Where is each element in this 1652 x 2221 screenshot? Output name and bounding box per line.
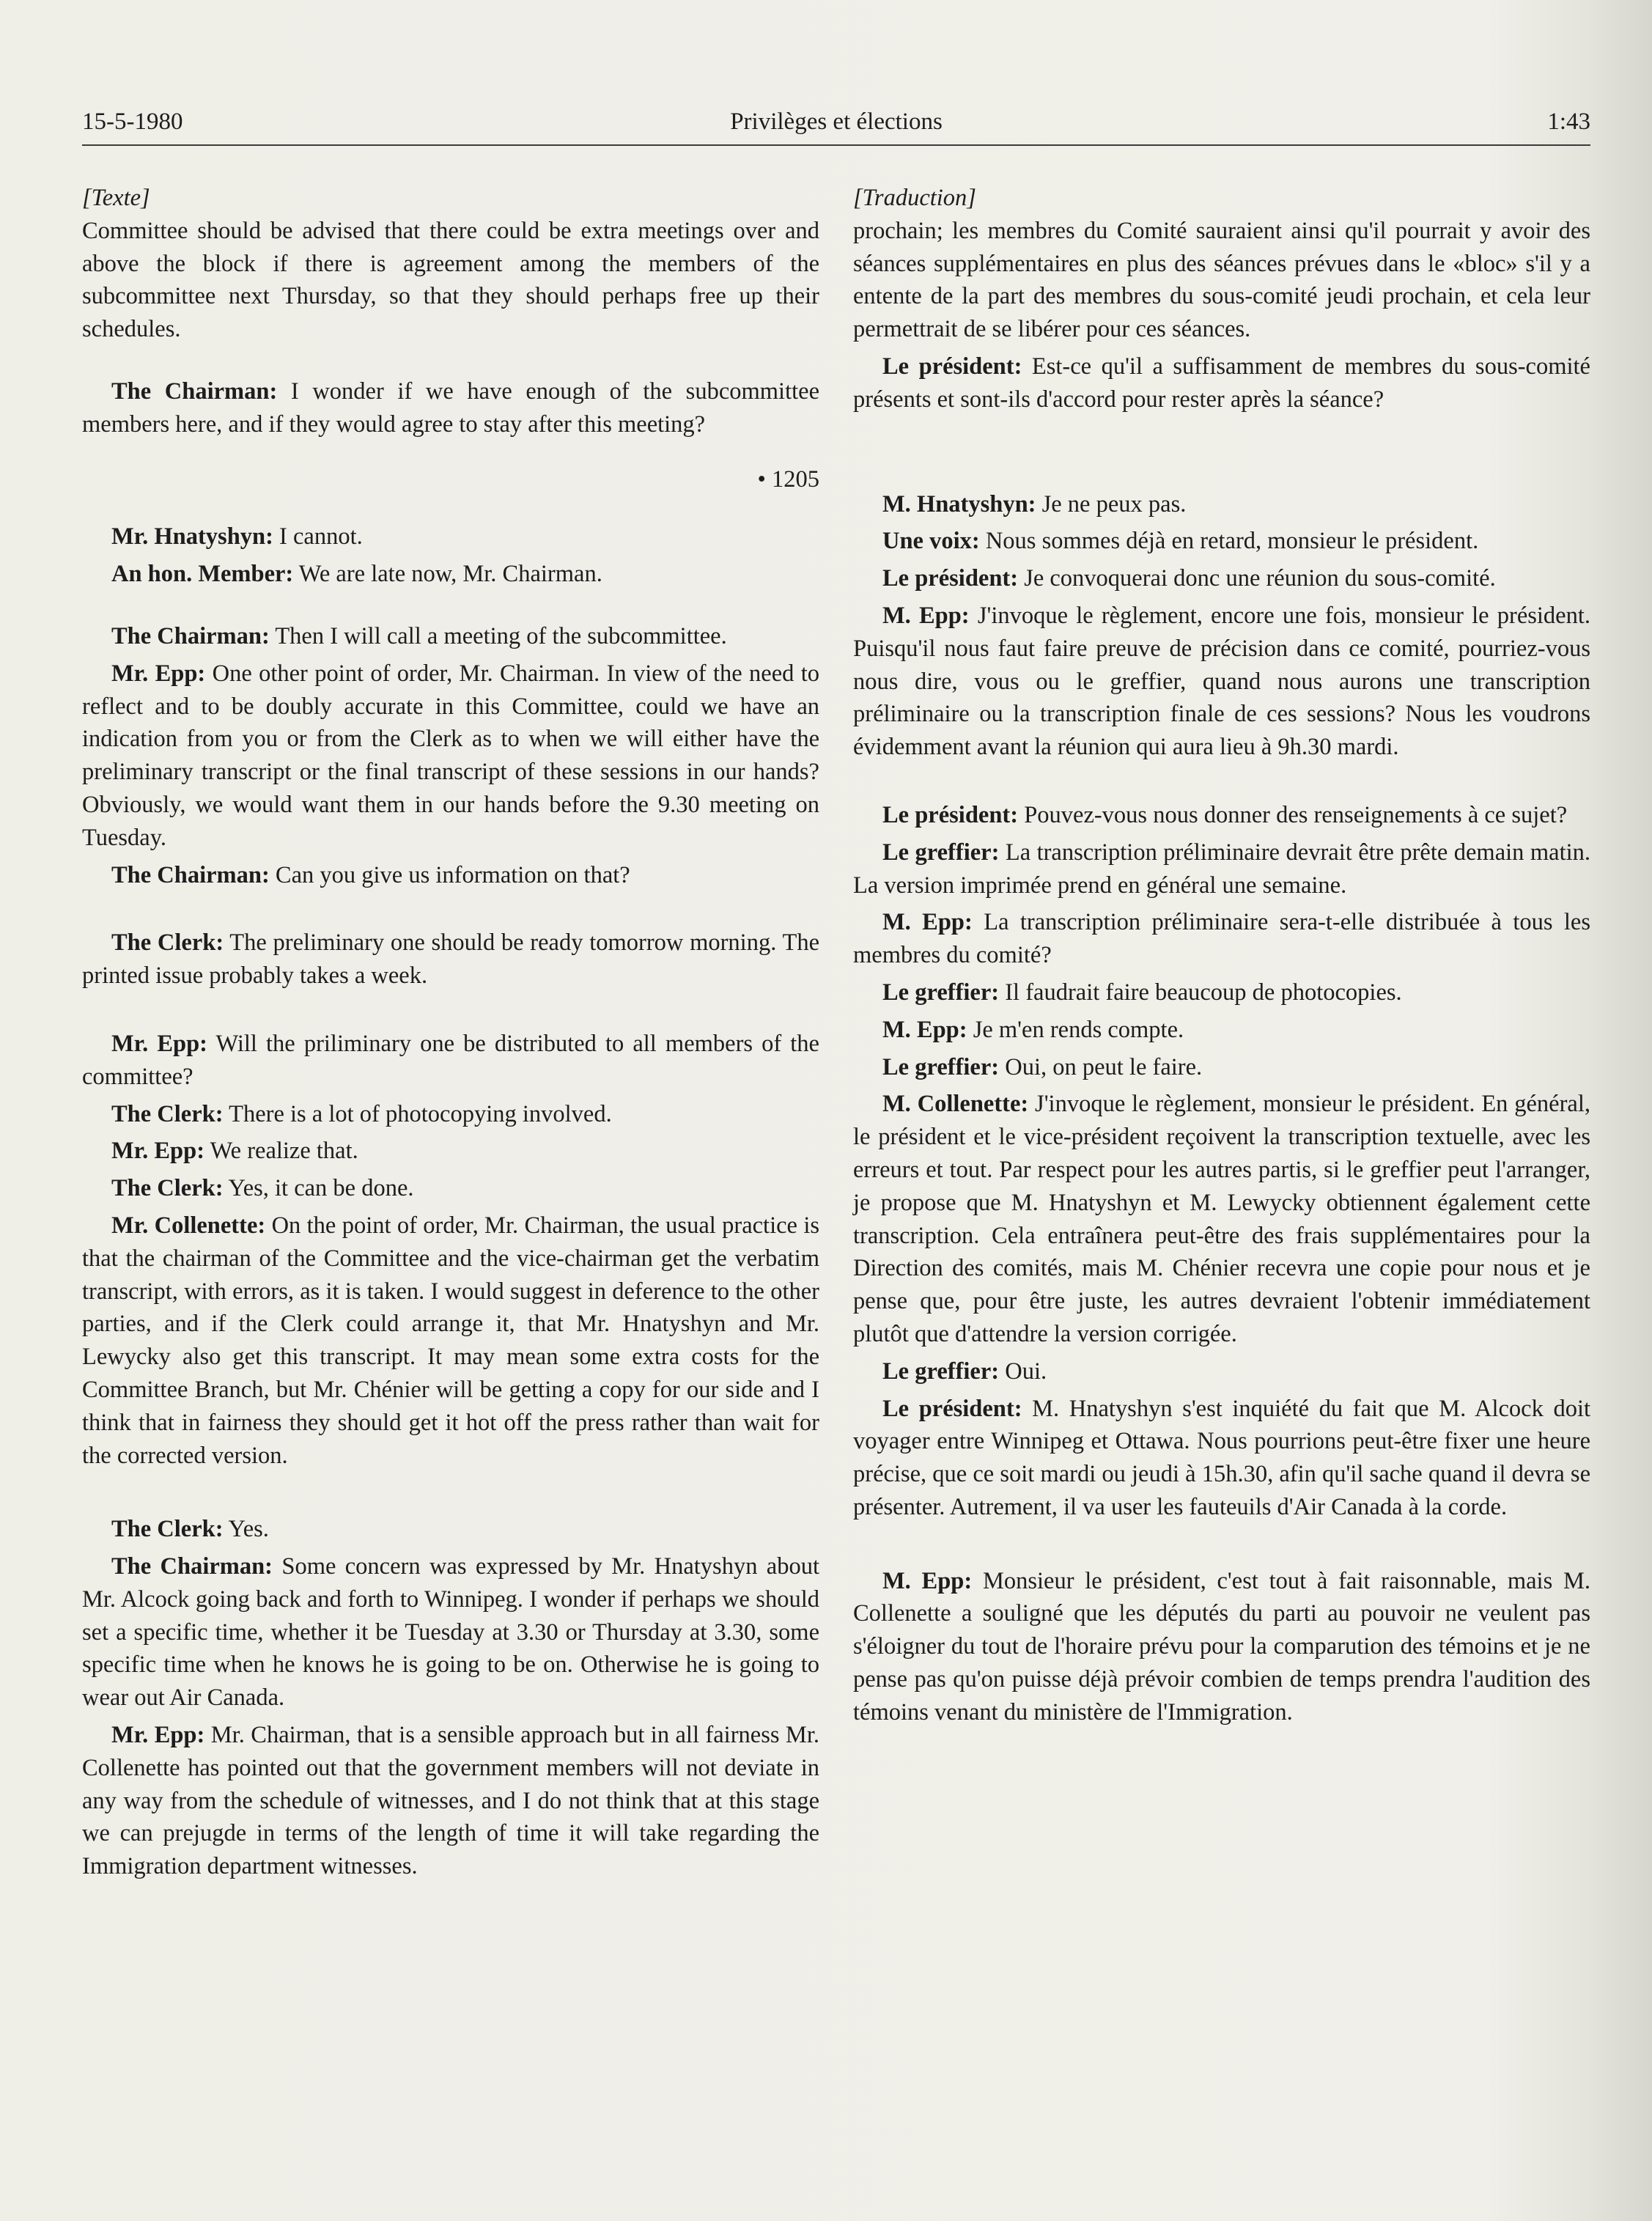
section-label-texte: [Texte] bbox=[82, 185, 150, 211]
paragraph bbox=[82, 1719, 819, 1883]
speaker-label: M. Epp: bbox=[882, 909, 973, 936]
paragraph bbox=[853, 215, 1590, 346]
paragraph bbox=[853, 525, 1590, 558]
header-page-number: 1:43 bbox=[1547, 108, 1590, 135]
paragraph bbox=[853, 600, 1590, 764]
paragraph bbox=[82, 927, 819, 992]
speaker-label: Mr. Epp: bbox=[111, 1030, 207, 1057]
speech-text: M. Hnatyshyn s'est inquiété du fait que M. Alcock doit voyager entre Winnipeg et Ottawa. Nous pourrions peut-être fixer une heure précise, que ce soit mardi ou jeudi à 15h.30, afin qu'il sache quand il devra se présenter. Autrement, il va user les fauteuils d'Air Canada à la corde. bbox=[853, 1395, 1591, 1520]
speech-text: Je m'en rends compte. bbox=[973, 1016, 1184, 1043]
speaker-label: The Chairman: bbox=[111, 622, 270, 649]
paragraph bbox=[853, 1088, 1590, 1350]
header-title: Privilèges et élections bbox=[730, 108, 943, 135]
paragraph bbox=[82, 1172, 819, 1205]
speaker-label: M. Epp: bbox=[882, 1567, 973, 1594]
paragraph bbox=[82, 215, 819, 346]
speaker-label: The Clerk: bbox=[111, 1175, 224, 1202]
french-column bbox=[853, 182, 1590, 1744]
paragraph bbox=[853, 799, 1590, 832]
speaker-label: Le greffier: bbox=[882, 1053, 1000, 1080]
paragraph bbox=[82, 1209, 819, 1472]
paragraph bbox=[82, 1513, 819, 1546]
page-header bbox=[82, 108, 1590, 145]
paragraph bbox=[853, 836, 1590, 902]
speaker-label: Mr. Epp: bbox=[111, 660, 206, 687]
speaker-label: Mr. Epp: bbox=[111, 1138, 205, 1165]
speech-text: Then I will call a meeting of the subcommittee. bbox=[275, 622, 727, 649]
paragraph bbox=[853, 1355, 1590, 1388]
paragraph bbox=[853, 562, 1590, 595]
speech-text: There is a lot of photocopying involved. bbox=[229, 1100, 612, 1127]
speech-text: Monsieur le président, c'est tout à fait raisonnable, mais M. Collenette a souligné que les députés du parti au pouvoir ne veulent pas s'éloigner du tout de l'horaire prévu pour la comparution des témoins et je ne pense pas qu'on puisse déjà prévoir combien de temps prendra l'audition des témoins venant du ministère de l'Immigration. bbox=[853, 1567, 1590, 1725]
paragraph bbox=[82, 1098, 819, 1131]
speaker-label: Mr. Collenette: bbox=[111, 1212, 266, 1239]
english-column bbox=[82, 182, 819, 1898]
paragraph bbox=[82, 1028, 819, 1094]
speech-text: The preliminary one should be ready tomorrow morning. The printed issue probably takes a week. bbox=[82, 929, 819, 990]
speaker-label: Le président: bbox=[882, 1395, 1022, 1422]
speech-text: On the point of order, Mr. Chairman, the usual practice is that the chairman of the Committee and the vice-chairman get the verbatim transcript, with errors, as it is taken. I would suggest in deference to the other parties, and if the Clerk could arrange it, that Mr. Hnatyshyn and Mr. Lewycky also get this transcript. It may mean some extra costs for the Committee Branch, but Mr. Chénier will be getting a copy for our side and I think that in fairness they should get it hot off the press rather than wait for the corrected version. bbox=[82, 1212, 819, 1469]
paragraph bbox=[82, 620, 819, 653]
paragraph bbox=[853, 1565, 1590, 1729]
speech-text: Est-ce qu'il a suffisamment de membres du sous-comité présents et sont-ils d'accord pour rester après la séance? bbox=[853, 353, 1590, 413]
paragraph bbox=[82, 558, 819, 591]
paragraph bbox=[82, 1135, 819, 1168]
speaker-label: Une voix: bbox=[882, 528, 980, 555]
speaker-label: The Clerk: bbox=[111, 1100, 224, 1127]
speech-text: Je ne peux pas. bbox=[1041, 490, 1187, 518]
speech-text: Will the priliminary one be distributed to all members of the committee? bbox=[82, 1030, 819, 1090]
speech-text: I wonder if we have enough of the subcommittee members here, and if they would agree to stay after this meeting? bbox=[82, 377, 819, 438]
header-rule bbox=[82, 144, 1590, 146]
speech-text: J'invoque le règlement, encore une fois, monsieur le président. Puisqu'il nous faut faire preuve de précision dans ce comité, pourriez-vous nous dire, vous ou le greffier, quand nous aurons une transcription préliminaire ou la transcription finale de ces sessions? Nous les voudrons évidemment avant la réunion qui aura lieu à 9h.30 mardi. bbox=[853, 602, 1590, 761]
speaker-label: M. Epp: bbox=[882, 602, 970, 629]
paragraph bbox=[853, 350, 1590, 416]
paragraph bbox=[853, 1014, 1590, 1047]
paragraph bbox=[853, 488, 1590, 521]
speech-text: La transcription préliminaire devrait être prête demain matin. La version imprimée prend en général une semaine. bbox=[853, 839, 1591, 899]
speech-text: Can you give us information on that? bbox=[275, 861, 630, 888]
speech-text: We realize that. bbox=[210, 1138, 358, 1165]
speech-text: One other point of order, Mr. Chairman. In view of the need to reflect and to be doubly accurate in this Committee, could we have an indication from you or from the Clerk as to when we will either have the preliminary transcript or the final transcript of these sessions in our hands? Obviously, we would want them in our hands before the 9.30 meeting on Tuesday. bbox=[82, 660, 819, 851]
speech-text: Il faudrait faire beaucoup de photocopies. bbox=[1005, 979, 1402, 1006]
time-marker: • 1205 bbox=[757, 465, 819, 493]
paragraph bbox=[853, 1051, 1590, 1084]
speaker-label: Mr. Epp: bbox=[111, 1722, 205, 1749]
speaker-label: The Chairman: bbox=[111, 377, 278, 405]
speech-text: prochain; les membres du Comité sauraient ainsi qu'il pourrait y avoir des séances supplémentaires en plus des séances prévues dans le «bloc» s'il y a entente de la part des membres du sous-comité jeudi prochain, et cela leur permettrait de se libérer pour ces séances. bbox=[853, 217, 1590, 343]
header-date: 15-5-1980 bbox=[82, 108, 183, 135]
paragraph bbox=[82, 375, 819, 441]
speech-text: Committee should be advised that there could be extra meetings over and above the block if there is agreement among the members of the subcommittee next Thursday, so that they should perhaps free up their schedules. bbox=[82, 217, 819, 343]
speech-text: Some concern was expressed by Mr. Hnatyshyn about Mr. Alcock going back and forth to Winnipeg. I wonder if perhaps we should set a specific time, whether it be Tuesday at 3.30 or Thursday at 3.30, some specific time when he knows he is going to be on. Otherwise he is going to wear out Air Canada. bbox=[82, 1553, 819, 1712]
speaker-label: Mr. Hnatyshyn: bbox=[111, 523, 273, 550]
speaker-label: The Chairman: bbox=[111, 861, 270, 888]
speaker-label: M. Hnatyshyn: bbox=[882, 490, 1036, 518]
speaker-label: Le greffier: bbox=[882, 979, 1000, 1006]
speaker-label: Le président: bbox=[882, 565, 1019, 592]
speaker-label: M. Epp: bbox=[882, 1016, 967, 1043]
speech-text: Yes. bbox=[228, 1516, 269, 1543]
speaker-label: Le greffier: bbox=[882, 1358, 1000, 1385]
speaker-label: Le président: bbox=[882, 353, 1022, 380]
speaker-label: Le greffier: bbox=[882, 839, 1000, 866]
speech-text: Yes, it can be done. bbox=[228, 1175, 414, 1202]
speech-text: Oui. bbox=[1005, 1358, 1047, 1385]
speaker-label: Le président: bbox=[882, 801, 1019, 828]
speech-text: We are late now, Mr. Chairman. bbox=[298, 561, 602, 588]
speech-text: La transcription préliminaire sera-t-elle distribuée à tous les membres du comité? bbox=[853, 909, 1591, 969]
speech-text: Mr. Chairman, that is a sensible approach but in all fairness Mr. Collenette has pointed out that the government members will not deviate in any way from the schedule of witnesses, and I do not think that at this stage we can prejugde in terms of the length of time it will take regarding the Immigration department witnesses. bbox=[82, 1722, 819, 1880]
paragraph bbox=[82, 859, 819, 892]
paragraph bbox=[82, 658, 819, 855]
paragraph bbox=[853, 906, 1590, 972]
speech-text: Oui, on peut le faire. bbox=[1005, 1053, 1203, 1080]
paragraph bbox=[82, 520, 819, 553]
speaker-label: M. Collenette: bbox=[882, 1091, 1029, 1118]
speaker-label: The Chairman: bbox=[111, 1553, 273, 1580]
paragraph bbox=[82, 1550, 819, 1714]
speech-text: Pouvez-vous nous donner des renseignements à ce sujet? bbox=[1024, 801, 1568, 828]
speaker-label: The Clerk: bbox=[111, 929, 224, 957]
paragraph bbox=[853, 1393, 1590, 1524]
speech-text: Je convoquerai donc une réunion du sous-comité. bbox=[1024, 565, 1496, 592]
speaker-label: An hon. Member: bbox=[111, 561, 294, 588]
speaker-label: The Clerk: bbox=[111, 1516, 224, 1543]
speech-text: Nous sommes déjà en retard, monsieur le président. bbox=[985, 528, 1479, 555]
paragraph bbox=[853, 976, 1590, 1009]
section-label-traduction: [Traduction] bbox=[853, 185, 976, 211]
speech-text: J'invoque le règlement, monsieur le président. En général, le président et le vice-président reçoivent la transcription textuelle, avec les erreurs et tout. Par respect pour les autres partis, si le greffier peut l'arranger, je propose que M. Hnatyshyn et M. Lewycky obtiennent également cette transcription. Cela entraînera peut-être des frais supplémentaires pour la Direction des comités, mais M. Chénier recevra une copie pour nous et je pense que, pour être juste, les autres devraient l'obtenir immédiatement plutôt que d'attendre la version corrigée. bbox=[853, 1091, 1591, 1347]
speech-text: I cannot. bbox=[279, 523, 363, 550]
